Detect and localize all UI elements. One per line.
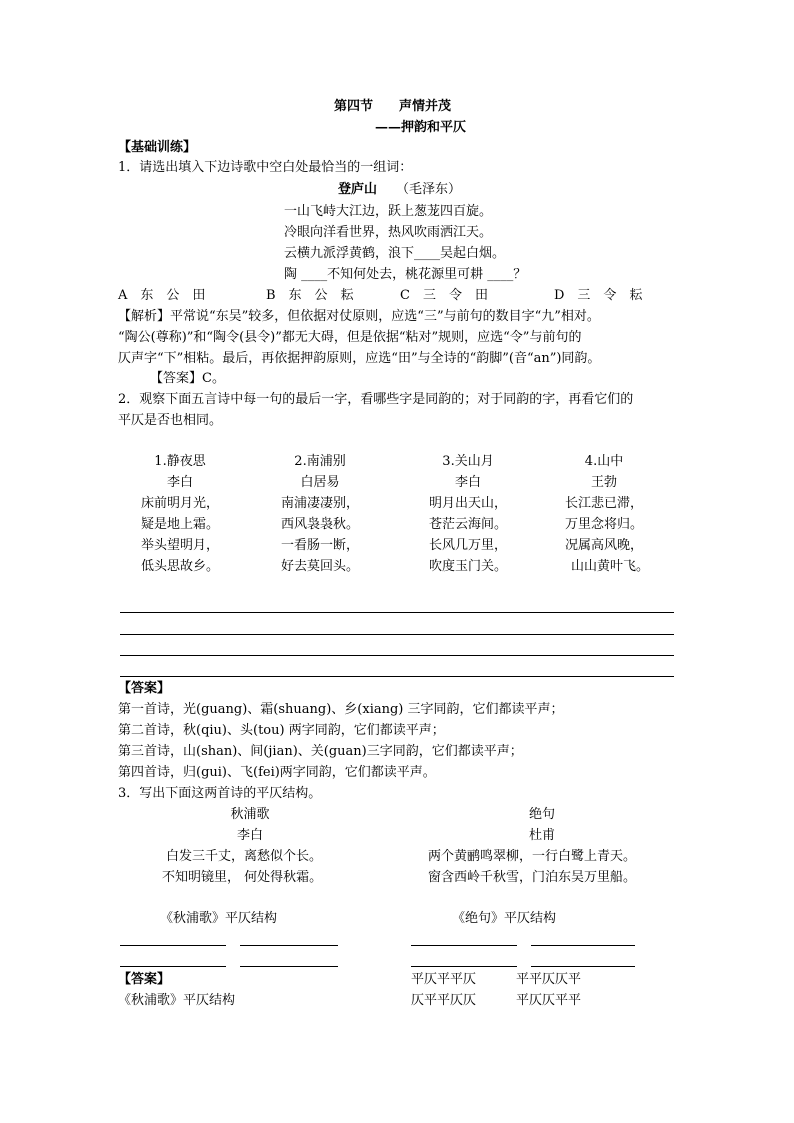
answer-line[interactable] bbox=[120, 676, 674, 677]
section-subtitle: ——押韵和平仄 bbox=[375, 120, 467, 135]
poem-title: 1.静夜思 bbox=[154, 454, 206, 469]
poem-author: 王勃 bbox=[590, 475, 617, 490]
q3-poem-b-line: 两个黄鹂鸣翠柳，一行白鹭上青天。 bbox=[428, 849, 637, 864]
poem-line: 一看肠一断， bbox=[280, 538, 359, 553]
poem-line: 疑是地上霜。 bbox=[140, 517, 219, 532]
q3-poem-a-author: 李白 bbox=[236, 828, 263, 843]
q1-option-a: A 东 公 田 bbox=[118, 288, 206, 303]
q2-answer-line: 第二首诗，秋(qiu)、头(tou) 两字同韵，它们都读平声； bbox=[118, 723, 445, 738]
struct-a-blank[interactable] bbox=[240, 966, 338, 967]
q1-prompt: 1．请选出填入下边诗歌中空白处最恰当的一组词： bbox=[118, 160, 413, 175]
answer-line[interactable] bbox=[120, 655, 674, 656]
poem-line: 明月出天山， bbox=[428, 496, 507, 511]
struct-b-blank[interactable] bbox=[531, 945, 635, 946]
q3-poem-b-title: 绝句 bbox=[528, 807, 555, 822]
q3-poem-a-title: 秋浦歌 bbox=[230, 807, 270, 822]
q3-answer-b-cell: 仄平平仄仄 bbox=[411, 993, 477, 1008]
poem-line: 万里念将归。 bbox=[564, 517, 643, 532]
q3-poem-a-line: 不知明镜里， 何处得秋霜。 bbox=[162, 870, 323, 885]
q1-analysis-line: 仄声字“下”相粘。最后，再依据押韵原则，应选“田”与全诗的“韵脚”(音“an”)同韵。 bbox=[118, 351, 601, 366]
struct-b-blank[interactable] bbox=[411, 966, 517, 967]
poem-author: 李白 bbox=[166, 475, 193, 490]
poem-title: 3.关山月 bbox=[442, 454, 494, 469]
struct-b-blank[interactable] bbox=[531, 966, 635, 967]
poem-line: 长江悲已滞， bbox=[564, 496, 643, 511]
section-title: 第四节 声情并茂 bbox=[334, 99, 452, 114]
q3-poem-b-line: 窗含西岭千秋雪，门泊东吴万里船。 bbox=[428, 870, 637, 885]
q1-option-b: B 东 公 耘 bbox=[266, 288, 354, 303]
q3-answer-struct-a-label: 《秋浦歌》平仄结构 bbox=[118, 993, 236, 1008]
q3-answer-b-cell: 平仄平平仄 bbox=[411, 972, 477, 987]
struct-a-blank[interactable] bbox=[120, 945, 226, 946]
struct-b-blank[interactable] bbox=[411, 945, 517, 946]
q2-answer-label: 【答案】 bbox=[118, 681, 171, 696]
q1-option-c: C 三 令 田 bbox=[400, 288, 488, 303]
poem-line: 长风几万里， bbox=[428, 538, 507, 553]
struct-a-blank[interactable] bbox=[120, 966, 226, 967]
struct-a-label: 《秋浦歌》平仄结构 bbox=[160, 911, 278, 926]
q3-answer-label: 【答案】 bbox=[118, 972, 171, 987]
poem-line: 床前明月光， bbox=[140, 496, 219, 511]
poem-line: 吹度玉门关。 bbox=[428, 559, 507, 574]
q3-answer-b-cell: 平平仄仄平 bbox=[516, 972, 582, 987]
answer-line[interactable] bbox=[120, 634, 674, 635]
q3-poem-b-author: 杜甫 bbox=[528, 828, 555, 843]
q1-poem-title: 登庐山 bbox=[338, 182, 378, 197]
poem-line: 南浦凄凄别， bbox=[280, 496, 359, 511]
poem-line: 西风袅袅秋。 bbox=[280, 517, 359, 532]
q2-prompt-line: 平仄是否也相同。 bbox=[118, 413, 223, 428]
q1-poem-line: 云横九派浮黄鹤，浪下____吴起白烟。 bbox=[284, 246, 506, 261]
q3-poem-a-line: 白发三千丈，离愁似个长。 bbox=[166, 849, 323, 864]
q1-poem-line: 冷眼向洋看世界，热风吹雨洒江天。 bbox=[284, 225, 493, 240]
answer-line[interactable] bbox=[120, 612, 674, 613]
q2-answer-line: 第一首诗，光(guang)、霜(shuang)、乡(xiang) 三字同韵，它们都读平声； bbox=[118, 702, 564, 717]
training-label: 【基础训练】 bbox=[118, 140, 197, 155]
poem-line: 举头望明月， bbox=[140, 538, 219, 553]
q1-analysis-line: “陶公(尊称)”和“陶令(县令)”都无大碍，但是依据“粘对”规则，应选“令”与前句的 bbox=[118, 330, 582, 345]
poem-line: 苍茫云海间。 bbox=[428, 517, 507, 532]
q3-answer-b-cell: 平仄仄平平 bbox=[516, 993, 582, 1008]
poem-line: 好去莫回头。 bbox=[280, 559, 359, 574]
poem-title: 4.山中 bbox=[584, 454, 624, 469]
poem-author: 白居易 bbox=[300, 475, 340, 490]
q1-answer: 【答案】C。 bbox=[150, 371, 225, 386]
q2-answer-line: 第四首诗，归(gui)、飞(fei)两字同韵，它们都读平声。 bbox=[118, 765, 436, 780]
q1-analysis-line: 【解析】平常说“东吴”较多，但依据对仗原则，应选“三”与前句的数目字“九”相对。 bbox=[118, 309, 600, 324]
q2-answer-line: 第三首诗，山(shan)、间(jian)、关(guan)三字同韵，它们都读平声； bbox=[118, 744, 523, 759]
q3-prompt: 3．写出下面这两首诗的平仄结构。 bbox=[118, 786, 322, 801]
struct-b-label: 《绝句》平仄结构 bbox=[452, 911, 557, 926]
q1-poem-line: 一山飞峙大江边，跃上葱茏四百旋。 bbox=[284, 204, 493, 219]
poem-line: 山山黄叶飞。 bbox=[570, 559, 649, 574]
q1-option-d: D 三 令 耘 bbox=[554, 288, 643, 303]
q2-prompt-line: 2．观察下面五言诗中每一句的最后一字，看哪些字是同韵的；对于同韵的字，再看它们的 bbox=[118, 392, 634, 407]
poem-title: 2.南浦别 bbox=[294, 454, 346, 469]
poem-author: 李白 bbox=[454, 475, 481, 490]
poem-line: 况属高风晚， bbox=[564, 538, 643, 553]
q1-poem-line: 陶 ____不知何处去，桃花源里可耕 ____？ bbox=[284, 267, 527, 282]
poem-line: 低头思故乡。 bbox=[140, 559, 219, 574]
struct-a-blank[interactable] bbox=[240, 945, 338, 946]
q1-poem-author: （毛泽东） bbox=[396, 182, 462, 197]
